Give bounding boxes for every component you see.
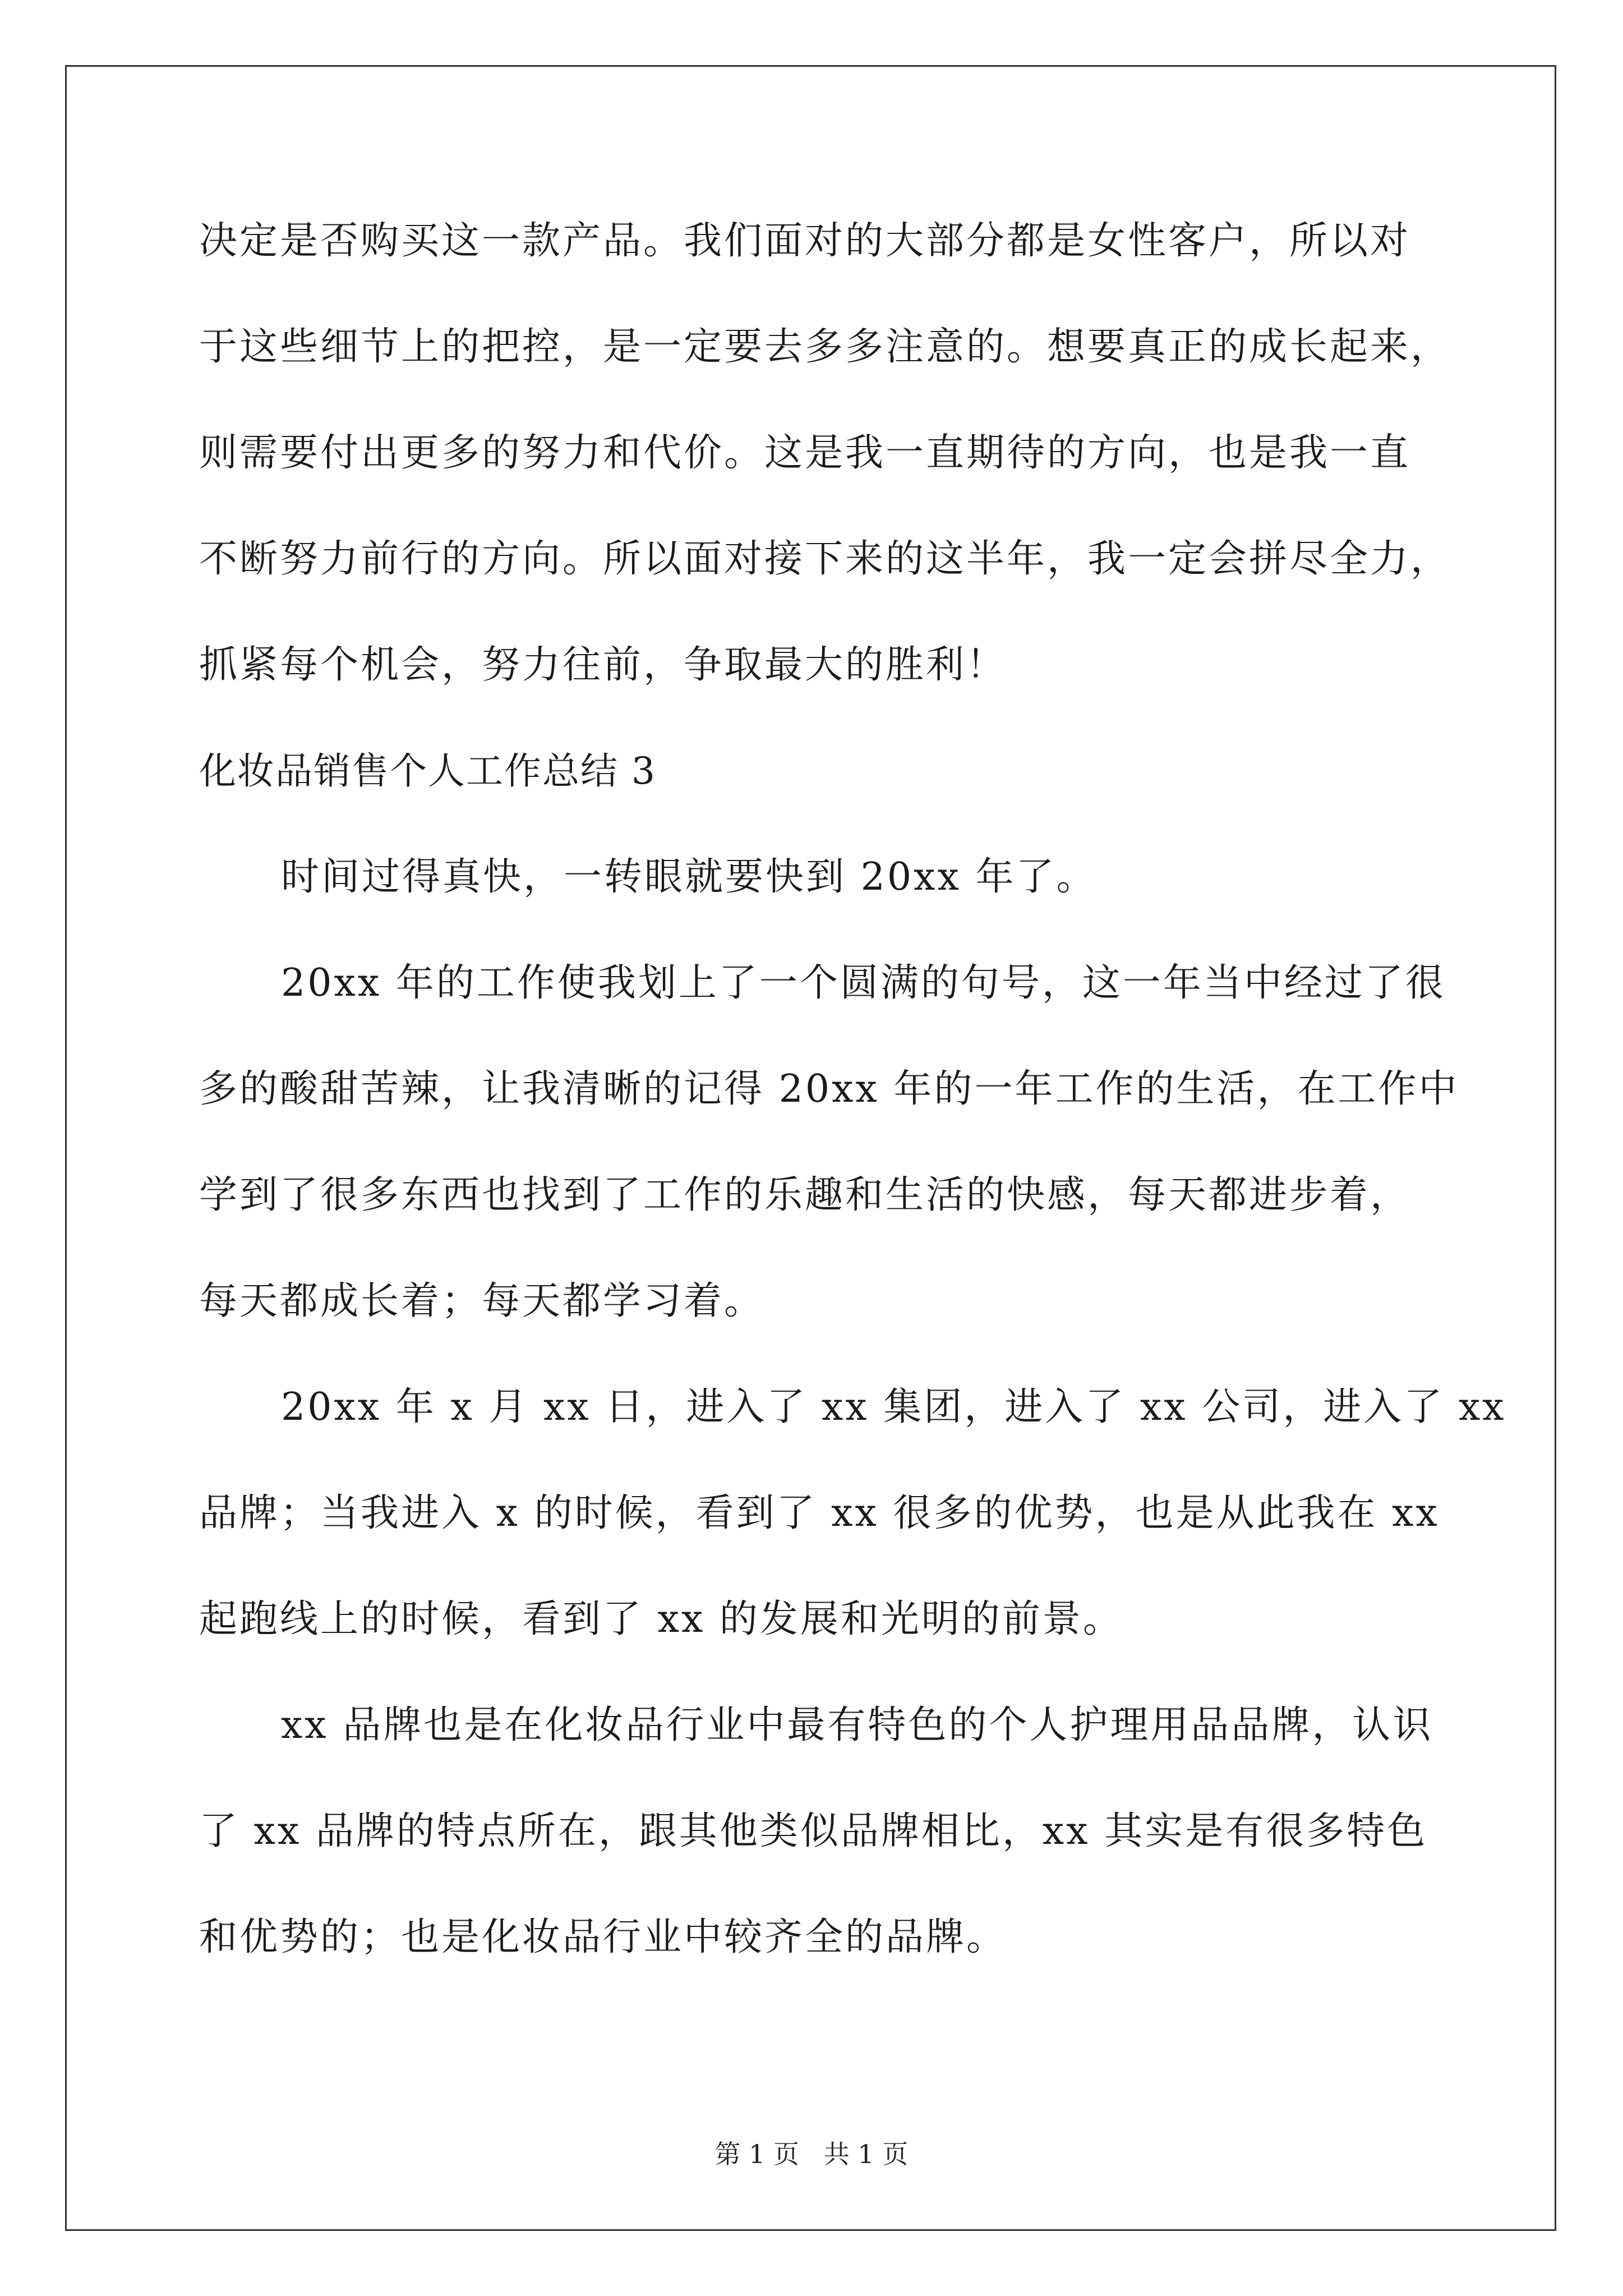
paragraph-line: 20xx 年的工作使我划上了一个圆满的句号，这一年当中经过了很 xyxy=(281,961,1446,1005)
paragraph-line: 多的酸甜苦辣，让我清晰的记得 20xx 年的一年工作的生活，在工作中 xyxy=(199,1067,1459,1111)
paragraph-line: 起跑线上的时候，看到了 xx 的发展和光明的前景。 xyxy=(199,1597,1123,1641)
paragraph-line: 品牌；当我进入 x 的时候，看到了 xx 很多的优势，也是从此我在 xx xyxy=(199,1491,1440,1535)
paragraph-line: 和优势的；也是化妆品行业中较齐全的品牌。 xyxy=(199,1915,1007,1959)
paragraph-line: 学到了很多东西也找到了工作的乐趣和生活的快感，每天都进步着， xyxy=(199,1173,1411,1217)
text-line: 则需要付出更多的努力和代价。这是我一直期待的方向，也是我一直 xyxy=(199,431,1411,475)
text-line: 决定是否购买这一款产品。我们面对的大部分都是女性客户，所以对 xyxy=(199,219,1411,263)
text-line: 于这些细节上的把控，是一定要去多多注意的。想要真正的成长起来， xyxy=(199,325,1451,369)
paragraph-line: 时间过得真快，一转眼就要快到 20xx 年了。 xyxy=(281,855,1097,899)
paragraph-line: 每天都成长着；每天都学习着。 xyxy=(199,1279,765,1323)
paragraph-line: 20xx 年 x 月 xx 日，进入了 xx 集团，进入了 xx 公司，进入了 xx xyxy=(281,1385,1506,1429)
text-line: 不断努力前行的方向。所以面对接下来的这半年，我一定会拼尽全力， xyxy=(199,537,1451,581)
document-body xyxy=(199,208,1506,2010)
text-line: 抓紧每个机会，努力往前，争取最大的胜利！ xyxy=(199,643,1007,687)
section-title: 化妆品销售个人工作总结 3 xyxy=(199,749,656,793)
page-number-footer: 第 1 页 共 1 页 xyxy=(714,2139,909,2169)
paragraph-line: 了 xx 品牌的特点所在，跟其他类似品牌相比，xx 其实是有很多特色 xyxy=(199,1809,1428,1853)
paragraph-line: xx 品牌也是在化妆品行业中最有特色的个人护理用品品牌，认识 xyxy=(281,1703,1433,1747)
